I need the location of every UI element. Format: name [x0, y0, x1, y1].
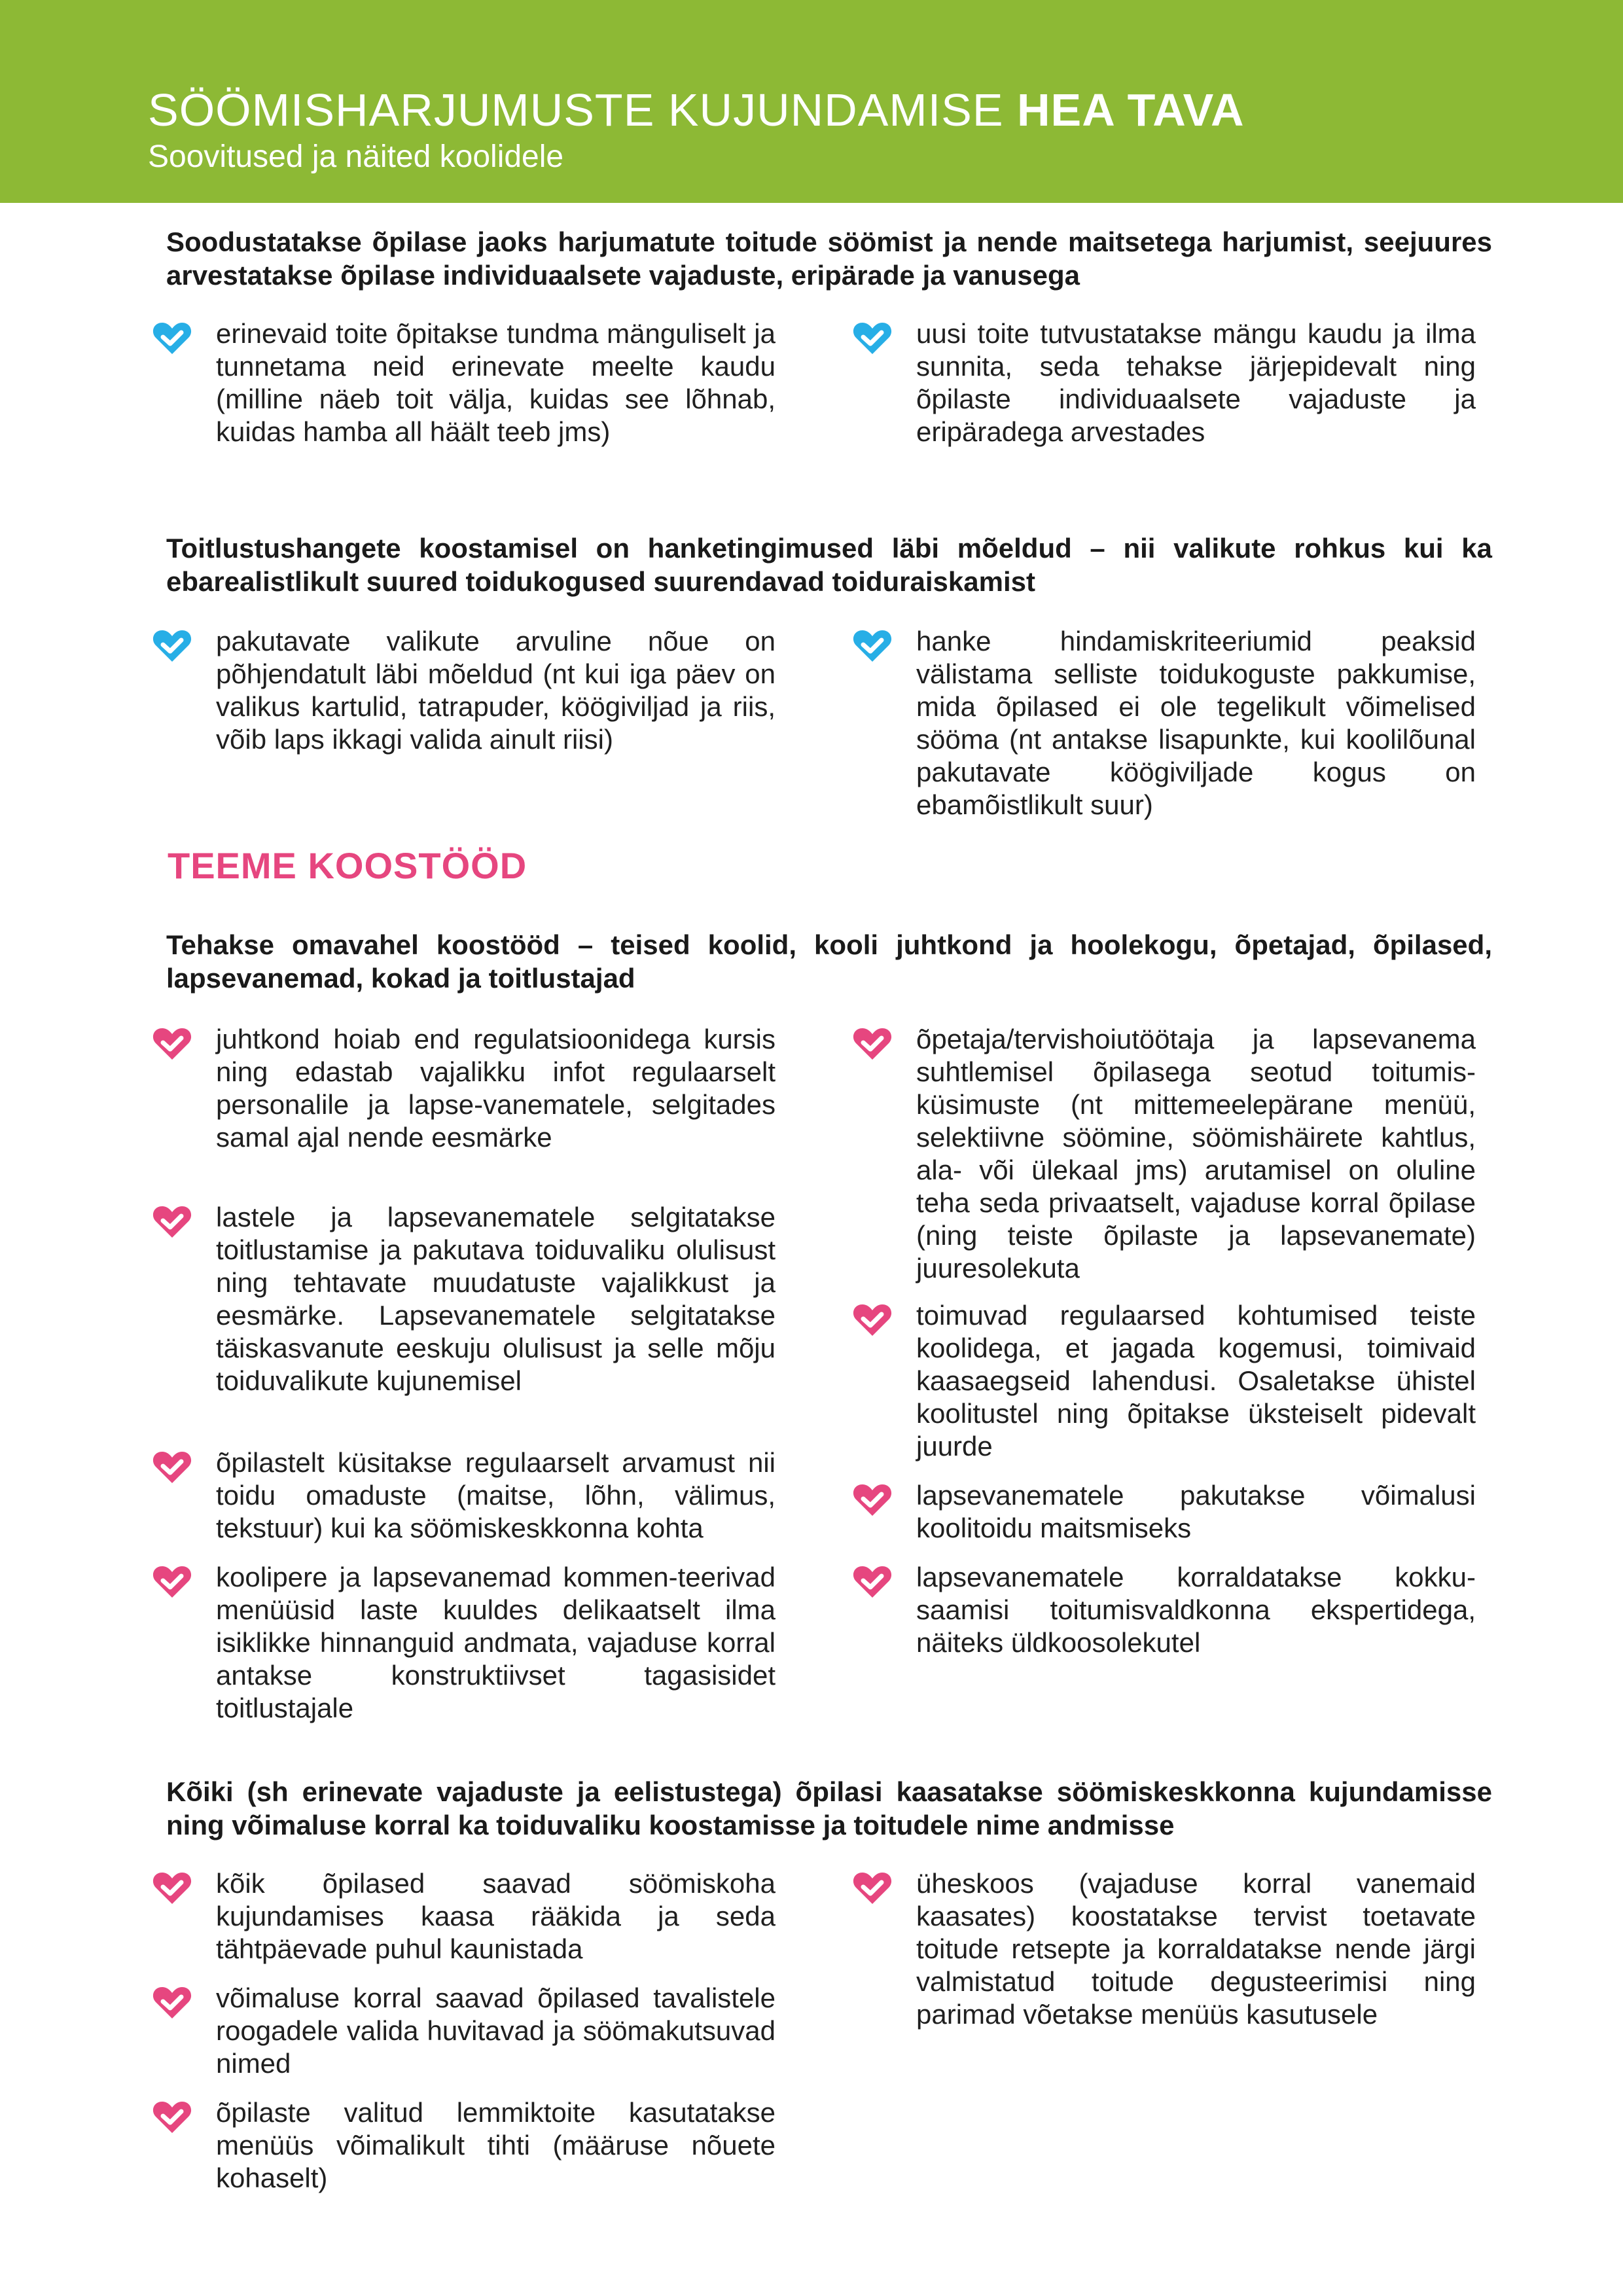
- title-bold: HEA TAVA: [1017, 84, 1245, 135]
- list-item-text: õpilaste valitud lemmiktoite kasutatakse menüüs võimalikult tihti (määruse nõuete kohaselt): [216, 2097, 776, 2193]
- blue-heart-check-icon: [852, 320, 893, 357]
- pink-heart-check-icon: [852, 1564, 893, 1600]
- list-item-text: kõik õpilased saavad söömiskoha kujundamises kaasa rääkida ja seda tähtpäevade puhul kaunistada: [216, 1868, 776, 1964]
- list-item-text: koolipere ja lapsevanemad kommen-teerivad menüüsid laste kuuldes delikaatselt ilma isiklikke hinnanguid andmata, vajaduse korral antakse konstruktiivset tagasisidet toitlustajale: [216, 1562, 776, 1723]
- section4-lead: Kõiki (sh erinevate vajaduste ja eelistustega) õpilasi kaasatakse söömiskeskkonna kujundamisse ning võimaluse korral ka toiduvaliku koostamisse ja toitudele nime andmisse: [166, 1776, 1492, 1840]
- page-title: [148, 84, 1245, 136]
- pink-heart-check-icon: [152, 1984, 192, 2021]
- pink-heart-check-icon: [852, 1302, 893, 1338]
- pink-heart-check-icon: [152, 2099, 192, 2136]
- list-item-text: toimuvad regulaarsed kohtumised teiste koolidega, et jagada kogemusi, toimivaid kaasaegseid lahendusi. Osaletakse ühistel koolitustel ning õpitakse üksteiselt pidevalt juurde: [916, 1300, 1476, 1462]
- list-item-text: üheskoos (vajaduse korral vanemaid kaasates) koostatakse tervist toetavate toitude retsepte ja korraldatakse nende järgi valmistatud toitude degusteerimisi ning parimad võetakse menüüs kasutusele: [916, 1868, 1476, 2030]
- pink-heart-check-icon: [152, 1026, 192, 1062]
- list-item-text: juhtkond hoiab end regulatsioonidega kursis ning edastab vajalikku infot regulaarselt personalile ja lapse-vanematele, selgitades samal ajal nende eesmärke: [216, 1024, 776, 1153]
- list-item-text: uusi toite tutvustatakse mängu kaudu ja ilma sunnita, seda tehakse järjepidevalt ning õpilaste individuaalsete vajaduste ja eripäradega arvestades: [916, 318, 1476, 447]
- list-item-text: hanke hindamiskriteeriumid peaksid välistama selliste toidukoguste pakkumise, mida õpilased ei ole tegelikult võimelised sööma (nt antakse lisapunkte, kui koolilõunal pakutavate köögiviljade kogus on ebamõistlikult suur): [916, 626, 1476, 820]
- list-item-text: pakutavate valikute arvuline nõue on põhjendatult läbi mõeldud (nt kui iga päev on valikus kartulid, tatrapuder, köögiviljad ja riis, võib laps ikkagi valida ainult riisi): [216, 626, 776, 755]
- pink-heart-check-icon: [152, 1870, 192, 1907]
- blue-heart-check-icon: [152, 628, 192, 664]
- page-subtitle: Soovitused ja näited koolidele: [148, 139, 564, 174]
- pink-heart-check-icon: [852, 1482, 893, 1518]
- title-regular: SÖÖMISHARJUMUSTE KUJUNDAMISE: [148, 84, 1017, 135]
- pink-heart-check-icon: [152, 1564, 192, 1600]
- header-banner: [0, 0, 1623, 203]
- pink-heart-check-icon: [852, 1870, 893, 1907]
- list-item-text: lapsevanematele korraldatakse kokku-saamisi toitumisvaldkonna ekspertidega, näiteks üldkoosolekutel: [916, 1562, 1476, 1658]
- list-item-text: õpilastelt küsitakse regulaarselt arvamust nii toidu omaduste (maitse, lõhn, välimus, tekstuur) kui ka söömiskeskkonna kohta: [216, 1447, 776, 1543]
- section2-lead: Toitlustushangete koostamisel on hanketingimused läbi mõeldud – nii valikute rohkus kui ka ebarealistlikult suured toidukogused suurendavad toiduraiskamist: [166, 533, 1492, 597]
- section-heading-cooperation: TEEME KOOSTÖÖD: [168, 845, 527, 886]
- section1-lead: Soodustatakse õpilase jaoks harjumatute toitude söömist ja nende maitsetega harjumist, seejuures arvestatakse õpilase individuaalsete vajaduste, eripärade ja vanusega: [166, 226, 1492, 291]
- list-item-text: õpetaja/tervishoiutöötaja ja lapsevanema suhtlemisel õpilasega seotud toitumis-küsimuste (nt mittemeelepärane menüü, selektiivne söömine, söömishäirete kahtlus, ala- või ülekaal jms) arutamisel on oluline teha seda privaatselt, vajaduse korral õpilase (ning teiste õpilaste ja lapsevanemate) juuresolekuta: [916, 1024, 1476, 1283]
- list-item-text: lapsevanematele pakutakse võimalusi koolitoidu maitsmiseks: [916, 1480, 1476, 1543]
- pink-heart-check-icon: [152, 1449, 192, 1486]
- blue-heart-check-icon: [152, 320, 192, 357]
- blue-heart-check-icon: [852, 628, 893, 664]
- pink-heart-check-icon: [852, 1026, 893, 1062]
- pink-heart-check-icon: [152, 1204, 192, 1240]
- list-item-text: lastele ja lapsevanematele selgitatakse toitlustamise ja pakutava toiduvaliku olulisust ning tehtavate muudatuste vajalikkust ja eesmärke. Lapsevanematele selgitatakse täiskasvanute eeskuju olulisust ja selle mõju toiduvalikute kujunemisel: [216, 1202, 776, 1396]
- list-item-text: erinevaid toite õpitakse tundma mänguliselt ja tunnetama neid erinevate meelte kaudu (milline näeb toit välja, kuidas see lõhnab, kuidas hamba all häält teeb jms): [216, 318, 776, 447]
- list-item-text: võimaluse korral saavad õpilased tavalistele roogadele valida huvitavad ja söömakutsuvad nimed: [216, 1982, 776, 2079]
- section3-lead: Tehakse omavahel koostööd – teised koolid, kooli juhtkond ja hoolekogu, õpetajad, õpilased, lapsevanemad, kokad ja toitlustajad: [166, 929, 1492, 994]
